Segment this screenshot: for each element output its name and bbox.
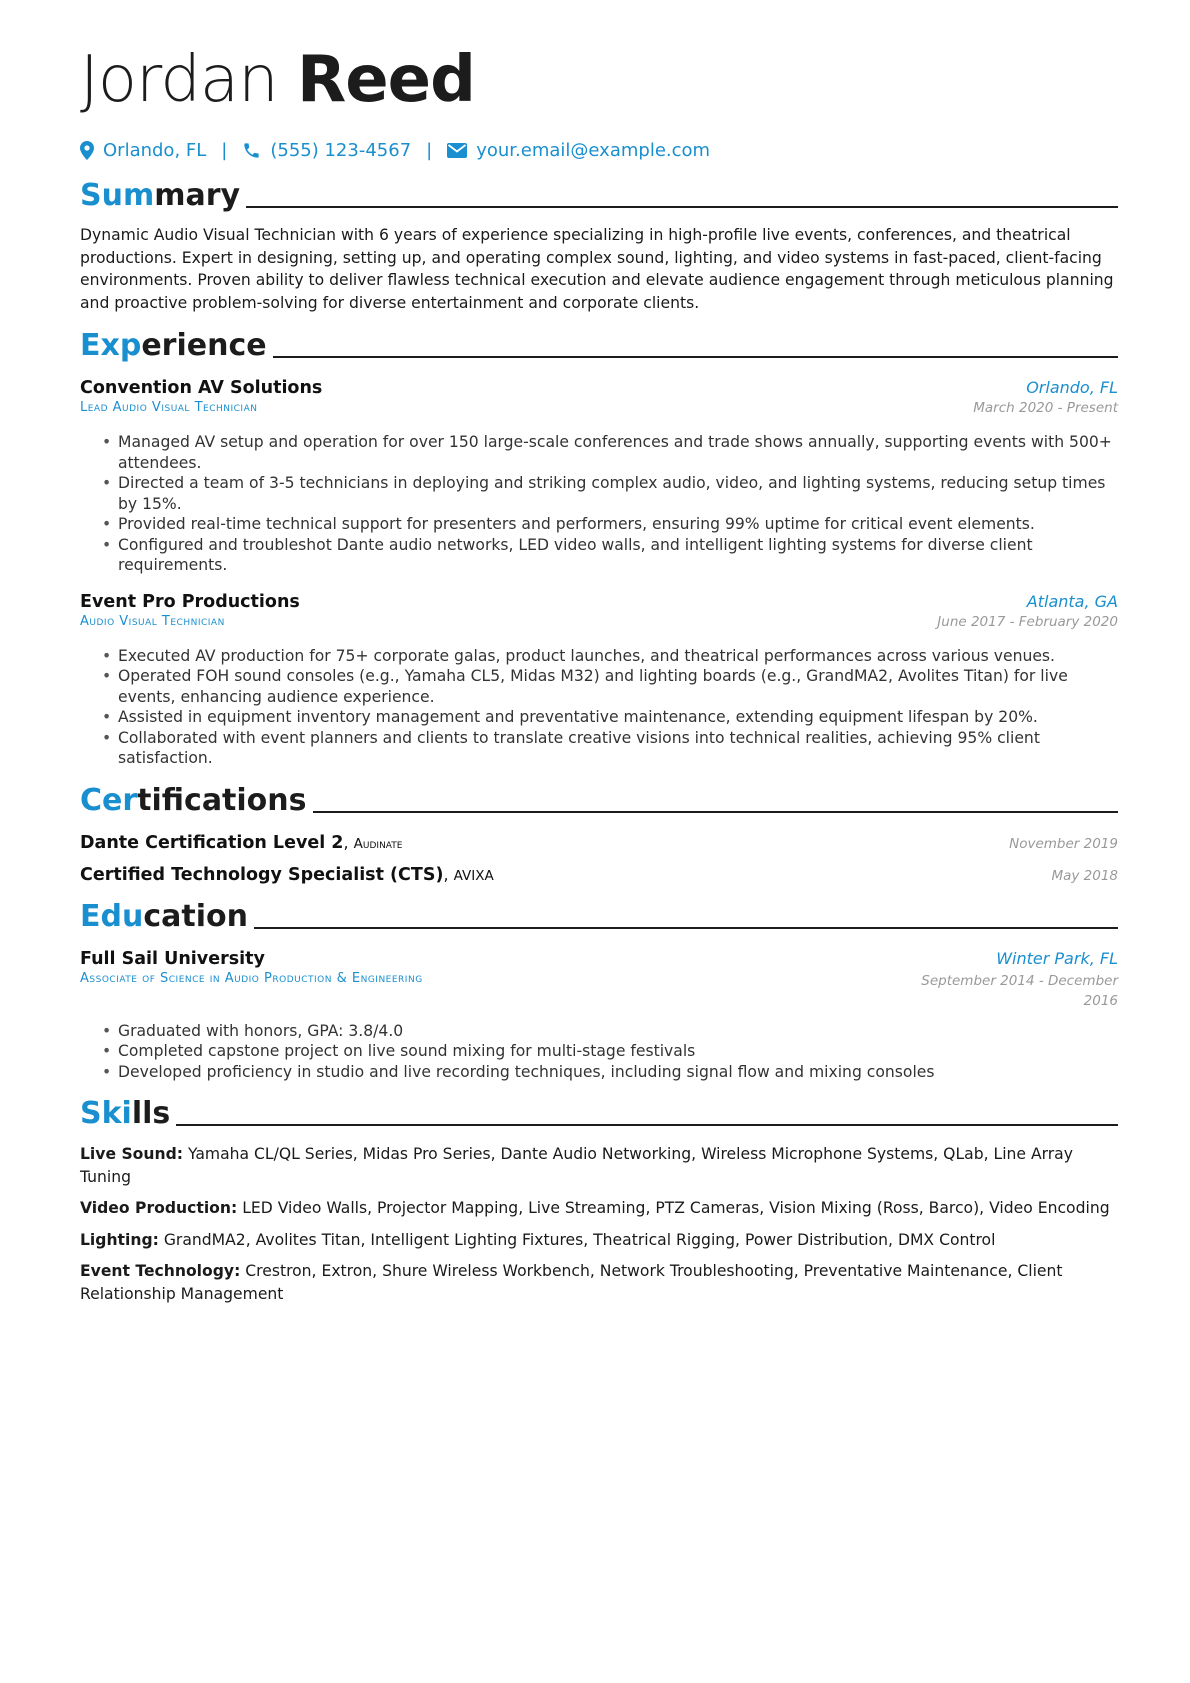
section-header (80, 779, 1118, 821)
section-title: Experience (80, 328, 267, 363)
section-title: Summary (80, 178, 241, 213)
section-rule (246, 206, 1118, 208)
certification-entry: Certified Technology Specialist (CTS), AVIXA May 2018 (80, 864, 1118, 885)
degree-title: Associate of Science in Audio Production & Engineering (80, 970, 423, 986)
company-name: Convention AV Solutions (80, 378, 323, 398)
job-title: Audio Visual Technician (80, 613, 225, 629)
section-header (80, 895, 1118, 937)
education-section (80, 895, 1118, 1083)
section-header (80, 324, 1118, 366)
school-name: Full Sail University (80, 948, 265, 969)
envelope-icon (447, 143, 467, 158)
summary-section (80, 174, 1118, 314)
job-entry (80, 592, 1118, 769)
section-rule (254, 927, 1118, 929)
contact-separator: | (221, 139, 228, 161)
contact-separator: | (426, 139, 433, 161)
bullet-item: • Collaborated with event planners and clients to translate creative visions into technical realities, achieving 95% client satisfaction. (102, 728, 1118, 769)
certification-issuer: AVIXA (453, 867, 494, 884)
first-name: Jordan (80, 43, 278, 117)
contact-email[interactable] (447, 140, 710, 161)
company-name: Event Pro Productions (80, 591, 300, 612)
bullet-item: • Operated FOH sound consoles (e.g., Yamaha CL5, Midas M32) and lighting boards (e.g., GrandMA2, Avolites Titan) for live events, enhancing audience experience. (102, 666, 1118, 707)
education-dates: September 2014 - December 2016 (921, 972, 1118, 1009)
contact-location (80, 140, 206, 161)
contact-phone[interactable] (242, 140, 411, 161)
job-dates: March 2020 - Present (973, 400, 1118, 416)
job-dates: June 2017 - February 2020 (937, 613, 1118, 630)
certifications-section (80, 779, 1118, 885)
certification-name: Dante Certification Level 2 (80, 832, 344, 853)
last-name: Reed (296, 43, 475, 117)
certification-date: May 2018 (1051, 867, 1118, 884)
job-entry (80, 378, 1118, 576)
job-location: Orlando, FL (1026, 378, 1118, 397)
certification-issuer: Audinate (353, 835, 403, 852)
certification-date: November 2019 (1009, 835, 1118, 852)
experience-section (80, 324, 1118, 769)
education-entry (80, 949, 1118, 1083)
section-rule (176, 1124, 1118, 1126)
bullet-item: • Completed capstone project on live sound mixing for multi-stage festivals (102, 1041, 1118, 1062)
bullet-item: • Developed proficiency in studio and live recording techniques, including signal flow and mixing consoles (102, 1062, 1118, 1083)
skill-line: Video Production: LED Video Walls, Projector Mapping, Live Streaming, PTZ Cameras, Vision Mixing (Ross, Barco), Video Encoding (80, 1199, 1110, 1217)
school-location: Winter Park, FL (996, 948, 1118, 968)
bullet-item: • Graduated with honors, GPA: 3.8/4.0 (102, 1021, 1118, 1042)
job-location: Atlanta, GA (1026, 591, 1118, 611)
contact-bar (80, 136, 1118, 164)
skills-section (80, 1092, 1118, 1305)
bullet-item: • Directed a team of 3-5 technicians in deploying and striking complex audio, video, and lighting systems, reducing setup times by 15%. (102, 473, 1118, 514)
section-header (80, 174, 1118, 216)
section-title: Certifications (80, 782, 307, 818)
section-title: Skills (80, 1096, 171, 1131)
job-title: Lead Audio Visual Technician (80, 400, 258, 415)
phone-text: (555) 123-4567 (270, 139, 412, 161)
job-bullets (102, 432, 1118, 576)
bullet-item: • Managed AV setup and operation for over 150 large-scale conferences and trade shows annually, supporting events with 500+ attendees. (102, 432, 1118, 473)
education-bullets (102, 1021, 1118, 1083)
bullet-item: • Configured and troubleshot Dante audio networks, LED video walls, and intelligent lighting systems for diverse client requirements. (102, 535, 1118, 576)
bullet-item: • Provided real-time technical support for presenters and performers, ensuring 99% uptime for critical event elements. (102, 514, 1118, 535)
map-pin-icon (80, 141, 94, 160)
skill-line: Event Technology: Crestron, Extron, Shure Wireless Workbench, Network Troubleshooting, Preventative Maintenance, Client Relationship Management (80, 1262, 1063, 1303)
summary-text: Dynamic Audio Visual Technician with 6 years of experience specializing in high-profile live events, conferences, and theatrical productions. Expert in designing, setting up, and operating complex sound, lighting, and video systems in fast-paced, client-facing environments. Proven ability to deliver flawless technical execution and elevate audience engagement through meticulous planning and proactive problem-solving for diverse entertainment and corporate clients. (80, 226, 1114, 312)
certification-entry: Dante Certification Level 2, Audinate November 2019 (80, 832, 1118, 853)
skill-line: Lighting: GrandMA2, Avolites Titan, Intelligent Lighting Fixtures, Theatrical Rigging, Power Distribution, DMX Control (80, 1230, 996, 1249)
phone-icon (242, 141, 261, 160)
bullet-item: • Executed AV production for 75+ corporate galas, product launches, and theatrical performances across various venues. (102, 646, 1118, 667)
candidate-name (80, 42, 1118, 118)
section-header (80, 1092, 1118, 1134)
job-bullets (102, 646, 1118, 769)
location-text: Orlando, FL (103, 139, 207, 161)
section-title: Education (80, 898, 248, 934)
section-rule (273, 356, 1118, 358)
section-rule (313, 811, 1118, 813)
skill-line: Live Sound: Yamaha CL/QL Series, Midas Pro Series, Dante Audio Networking, Wireless Microphone Systems, QLab, Line Array Tuning (80, 1145, 1073, 1186)
email-link: your.email@example.com (476, 139, 711, 161)
bullet-item: • Assisted in equipment inventory management and preventative maintenance, extending equipment lifespan by 20%. (102, 707, 1118, 728)
certification-name: Certified Technology Specialist (CTS) (80, 864, 444, 885)
